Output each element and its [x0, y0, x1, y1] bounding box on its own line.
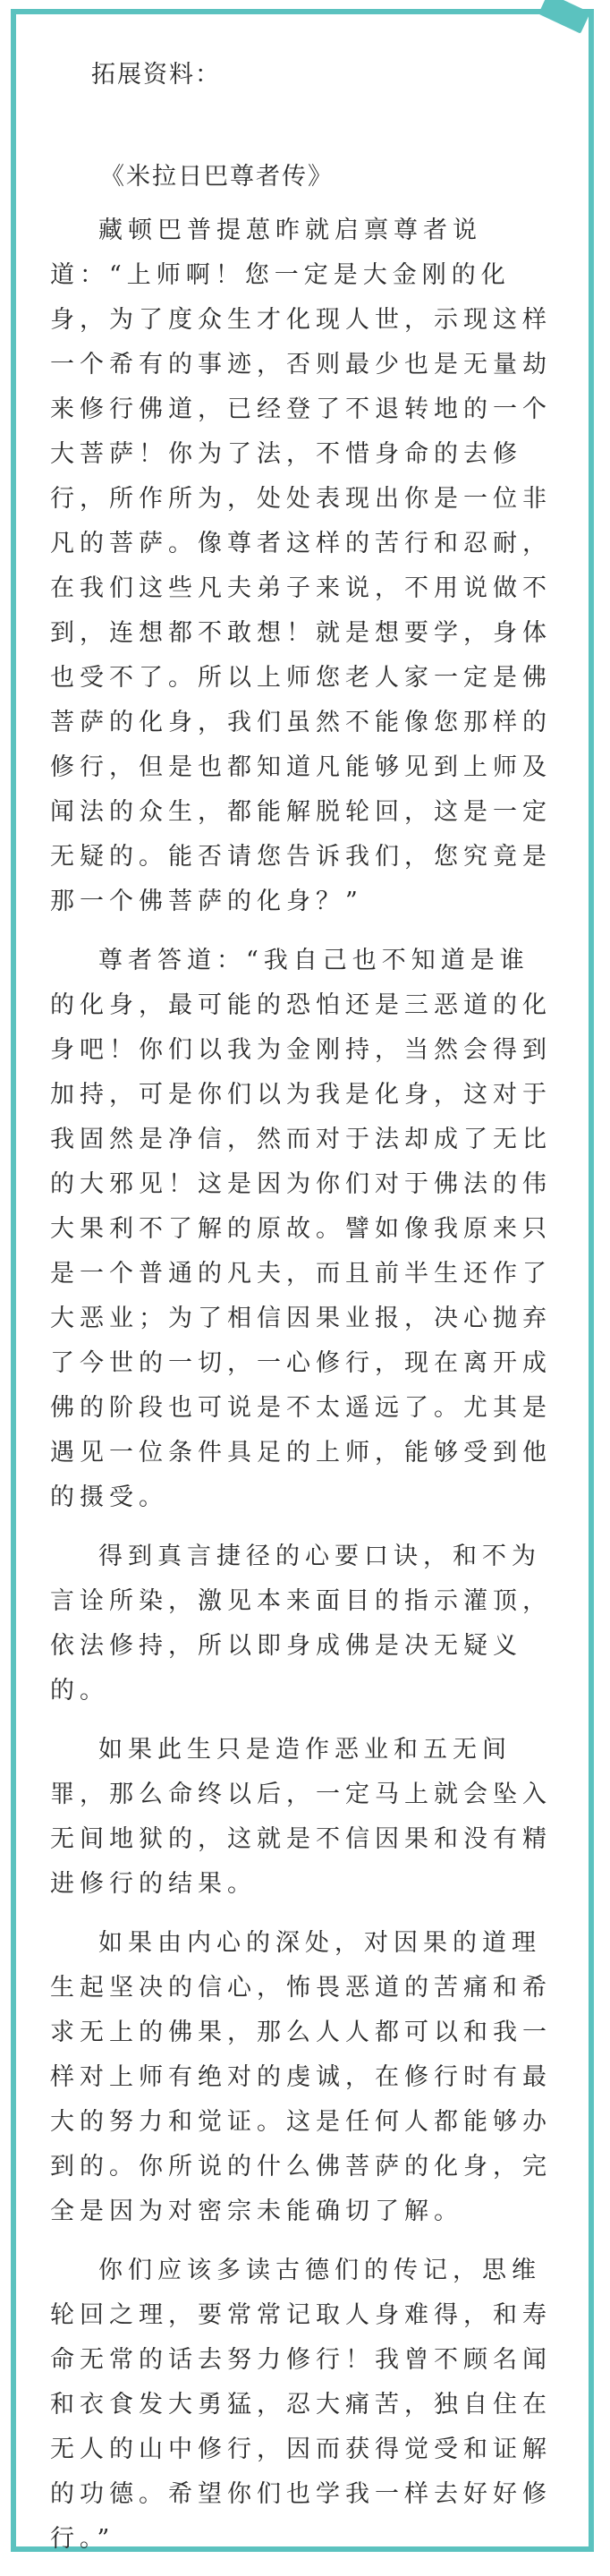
corner-tab-decoration: [538, 0, 590, 34]
paragraph-2: 尊者答道：“我自己也不知道是谁的化身，最可能的恐怕还是三恶道的化身吧！你们以我为金刚持，当然会得到加持，可是你们以为我是化身，这对于我固然是净信，然而对于法却成了无比的大邪见！这是因为你们对于佛法的伟大果利不了解的原故。譬如像我原来只是一个普通的凡夫，而且前半生还作了大恶业；为了相信因果业报，决心抛弃了今世的一切，一心修行，现在离开成佛的阶段也可说是不太遥远了。尤其是遇见一位条件具足的上师，能够受到他的摄受。: [50, 946, 552, 1511]
paragraph-4: 如果此生只是造作恶业和五无间罪，那么命终以后，一定马上就会坠入无间地狱的，这就是不信因果和没有精进修行的结果。: [50, 1735, 552, 1898]
paragraph-5: 如果由内心的深处，对因果的道理生起坚决的信心，怖畏恶道的苦痛和希求无上的佛果，那么人人都可以和我一样对上师有绝对的虔诚，在修行时有最大的努力和觉证。这是任何人都能够办到的。你所说的什么佛菩萨的化身，完全是因为对密宗未能确切了解。: [50, 1928, 552, 2225]
paragraph-3: 得到真言捷径的心要口诀，和不为言诠所染，激见本来面目的指示灌顶，依法修持，所以即身成佛是决无疑义的。: [50, 1542, 552, 1705]
book-title: 《米拉日巴尊者传》: [100, 163, 334, 191]
paragraph-1: 藏顿巴普提葸昨就启禀尊者说道：“上师啊！您一定是大金刚的化身，为了度众生才化现人世，示现这样一个希有的事迹，否则最少也是无量劫来修行佛道，已经登了不退转地的一个大菩萨！你为了法，不惜身命的去修行，所作所为，处处表现出你是一位非凡的菩萨。像尊者这样的苦行和忍耐，在我们这些凡夫弟子来说，不用说做不到，连想都不敢想！就是想要学，身体也受不了。所以上师您老人家一定是佛菩萨的化身，我们虽然不能像您那样的修行，但是也都知道凡能够见到上师及闻法的众生，都能解脱轮回，这是一定无疑的。能否请您告诉我们，您究竟是那一个佛菩萨的化身？”: [50, 216, 552, 915]
paragraph-6: 你们应该多读古德们的传记，思维轮回之理，要常常记取人身难得，和寿命无常的话去努力修行！我曾不顾名闻和衣食发大勇猛，忍大痛苦，独自住在无人的山中修行，因而获得觉受和证解的功德。希望你们也学我一样去好好修行。”: [50, 2256, 552, 2553]
bordered-page: [11, 9, 594, 2552]
section-heading: 拓展资料：: [91, 61, 221, 89]
article-content: [50, 61, 555, 2576]
